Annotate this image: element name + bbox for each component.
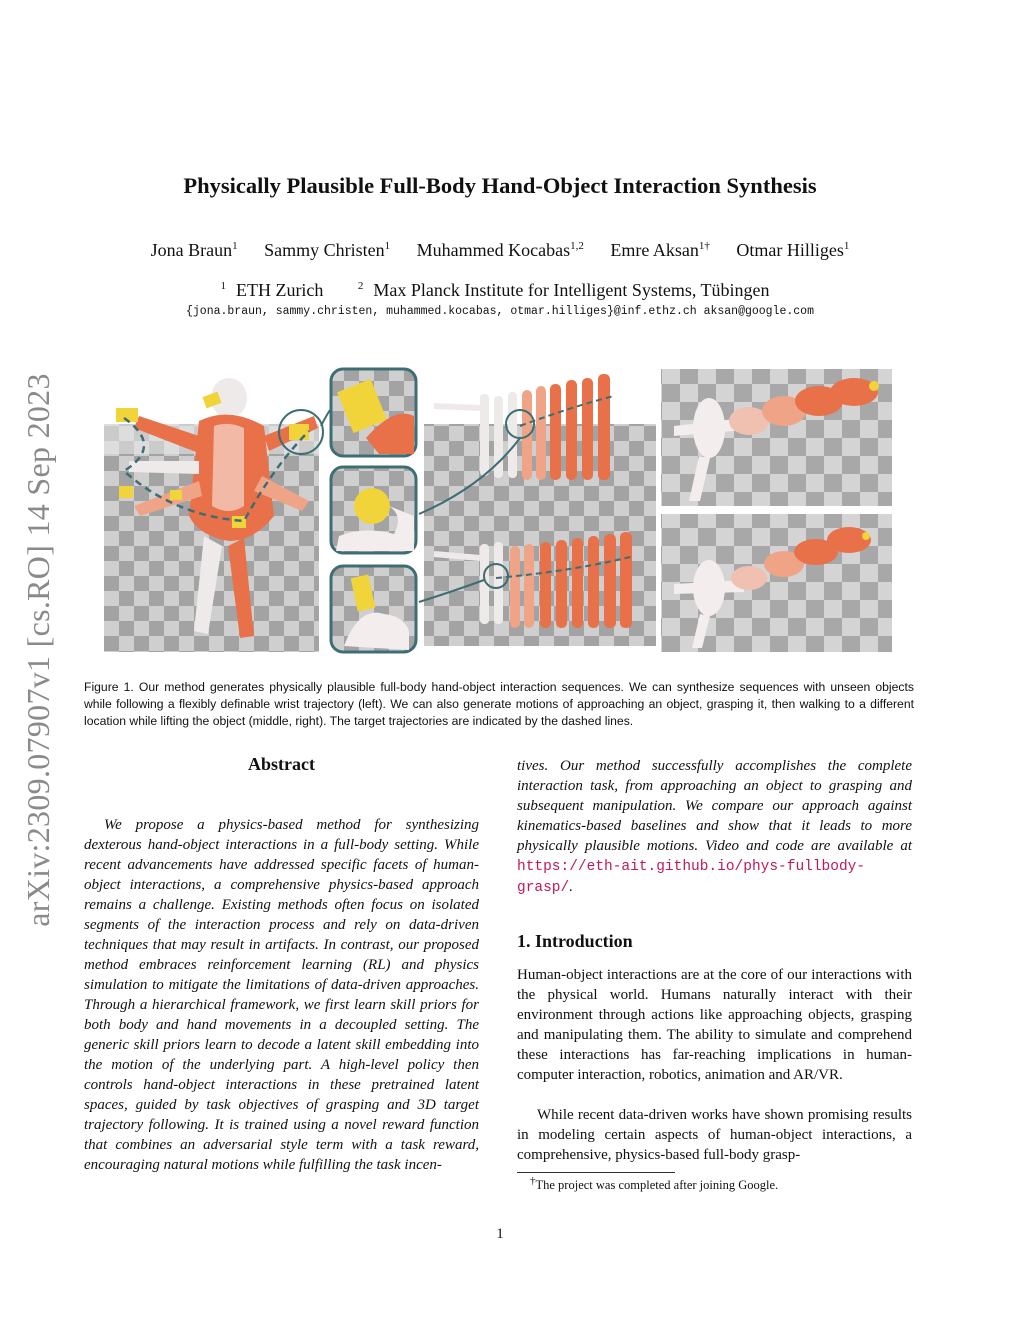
abstract-body: We propose a physics-based method for synthesizing dexterous hand-object interactions in a full-body setting. While recent advancements have addressed specific facets of human-object interactions, a comprehensive physics-based approach remains a challenge. Existing methods often focus on isolated segments of the interaction process and rely on data-driven techniques that may result in artifacts. In contrast, our proposed method embraces reinforcement learning (RL) and physics simulation to mitigate the limitations of data-driven approaches. Through a hierarchical framework, we first learn skill priors for both body and hand movements in a decoupled setting. The generic skill priors learn to decode a latent skill embedding into the motion of the underlying part. A high-level policy then controls hand-object interactions in these pretrained latent spaces, guided by task objectives of grasping and 3D target trajectory following. It is trained using a novel reward function that combines an adversarial style term with a task reward, encouraging natural motions while fulfilling the task incen- <box>84 817 479 1173</box>
author: Jona Braun$^1$ <box>150 240 238 260</box>
footnote-divider <box>517 1172 675 1173</box>
intro-paragraph: While recent data-driven works have shown promising results in modeling certain aspects of human-object interactions, a comprehensive, physics-based full-body grasp- <box>517 1107 912 1163</box>
author-emails: {jona.braun, sammy.christen, muhammed.kocabas, otmar.hilliges}@inf.ethz.ch aksan@google.com <box>185 305 814 318</box>
figure-caption: Figure 1. Our method generates physically plausible full-body hand-object interaction sequences. We can synthesize sequences with unseen objects while following a flexibly definable wrist trajectory (left). We can also generate motions of approaching an object, grasping it, then walking to a different location while lifting the object (middle, right). The target trajectories are indicated by the dashed lines. <box>84 680 914 728</box>
abstract-heading: Abstract <box>248 754 315 774</box>
zoom-insets <box>331 369 416 652</box>
middle-panels <box>419 374 656 646</box>
teaser-figure <box>104 366 894 654</box>
arxiv-stamp: arXiv:2309.07907v1 [cs.RO] 14 Sep 2023 <box>20 373 56 927</box>
author: Sammy Christen$^1$ <box>264 240 391 260</box>
right-panels <box>661 369 892 652</box>
project-url-link[interactable]: https://eth-ait.github.io/phys-fullbody-grasp/ <box>517 859 866 896</box>
affiliations <box>0 280 1000 301</box>
paper-title: Physically Plausible Full-Body Hand-Object Interaction Synthesis <box>183 173 817 198</box>
section-heading-introduction: 1. Introduction <box>517 931 633 951</box>
author: Emre Aksan$^{1\dagger}$ <box>610 240 710 260</box>
affiliation: $^2$ Max Planck Institute for Intelligent Systems, Tübingen <box>357 280 770 300</box>
footnote: †The project was completed after joining Google. <box>530 1174 779 1192</box>
abstract-continuation: tives. Our method successfully accomplishes the complete interaction task, from approaching an object to grasping and subsequent manipulation. We compare our approach against kinematics-based baselines and show that it leads to more physically plausible motions. Video and code are available at https://eth-ait.github.io/phys-fullbody-grasp/. <box>517 758 912 896</box>
page-number: 1 <box>496 1226 504 1242</box>
intro-paragraph: Human-object interactions are at the core of our interactions with the physical world. Humans naturally interact with their environment through actions like approaching objects, grasping and manipulating them. The ability to simulate and comprehend these interactions has far-reaching implications in human-computer interaction, robotics, animation and AR/VR. <box>517 967 912 1083</box>
author: Otmar Hilliges$^1$ <box>736 240 850 260</box>
author: Muhammed Kocabas$^{1,2}$ <box>416 240 584 260</box>
left-panel-scene <box>104 378 330 652</box>
author-list <box>0 240 1000 261</box>
affiliation: $^1$ ETH Zurich <box>220 280 324 300</box>
